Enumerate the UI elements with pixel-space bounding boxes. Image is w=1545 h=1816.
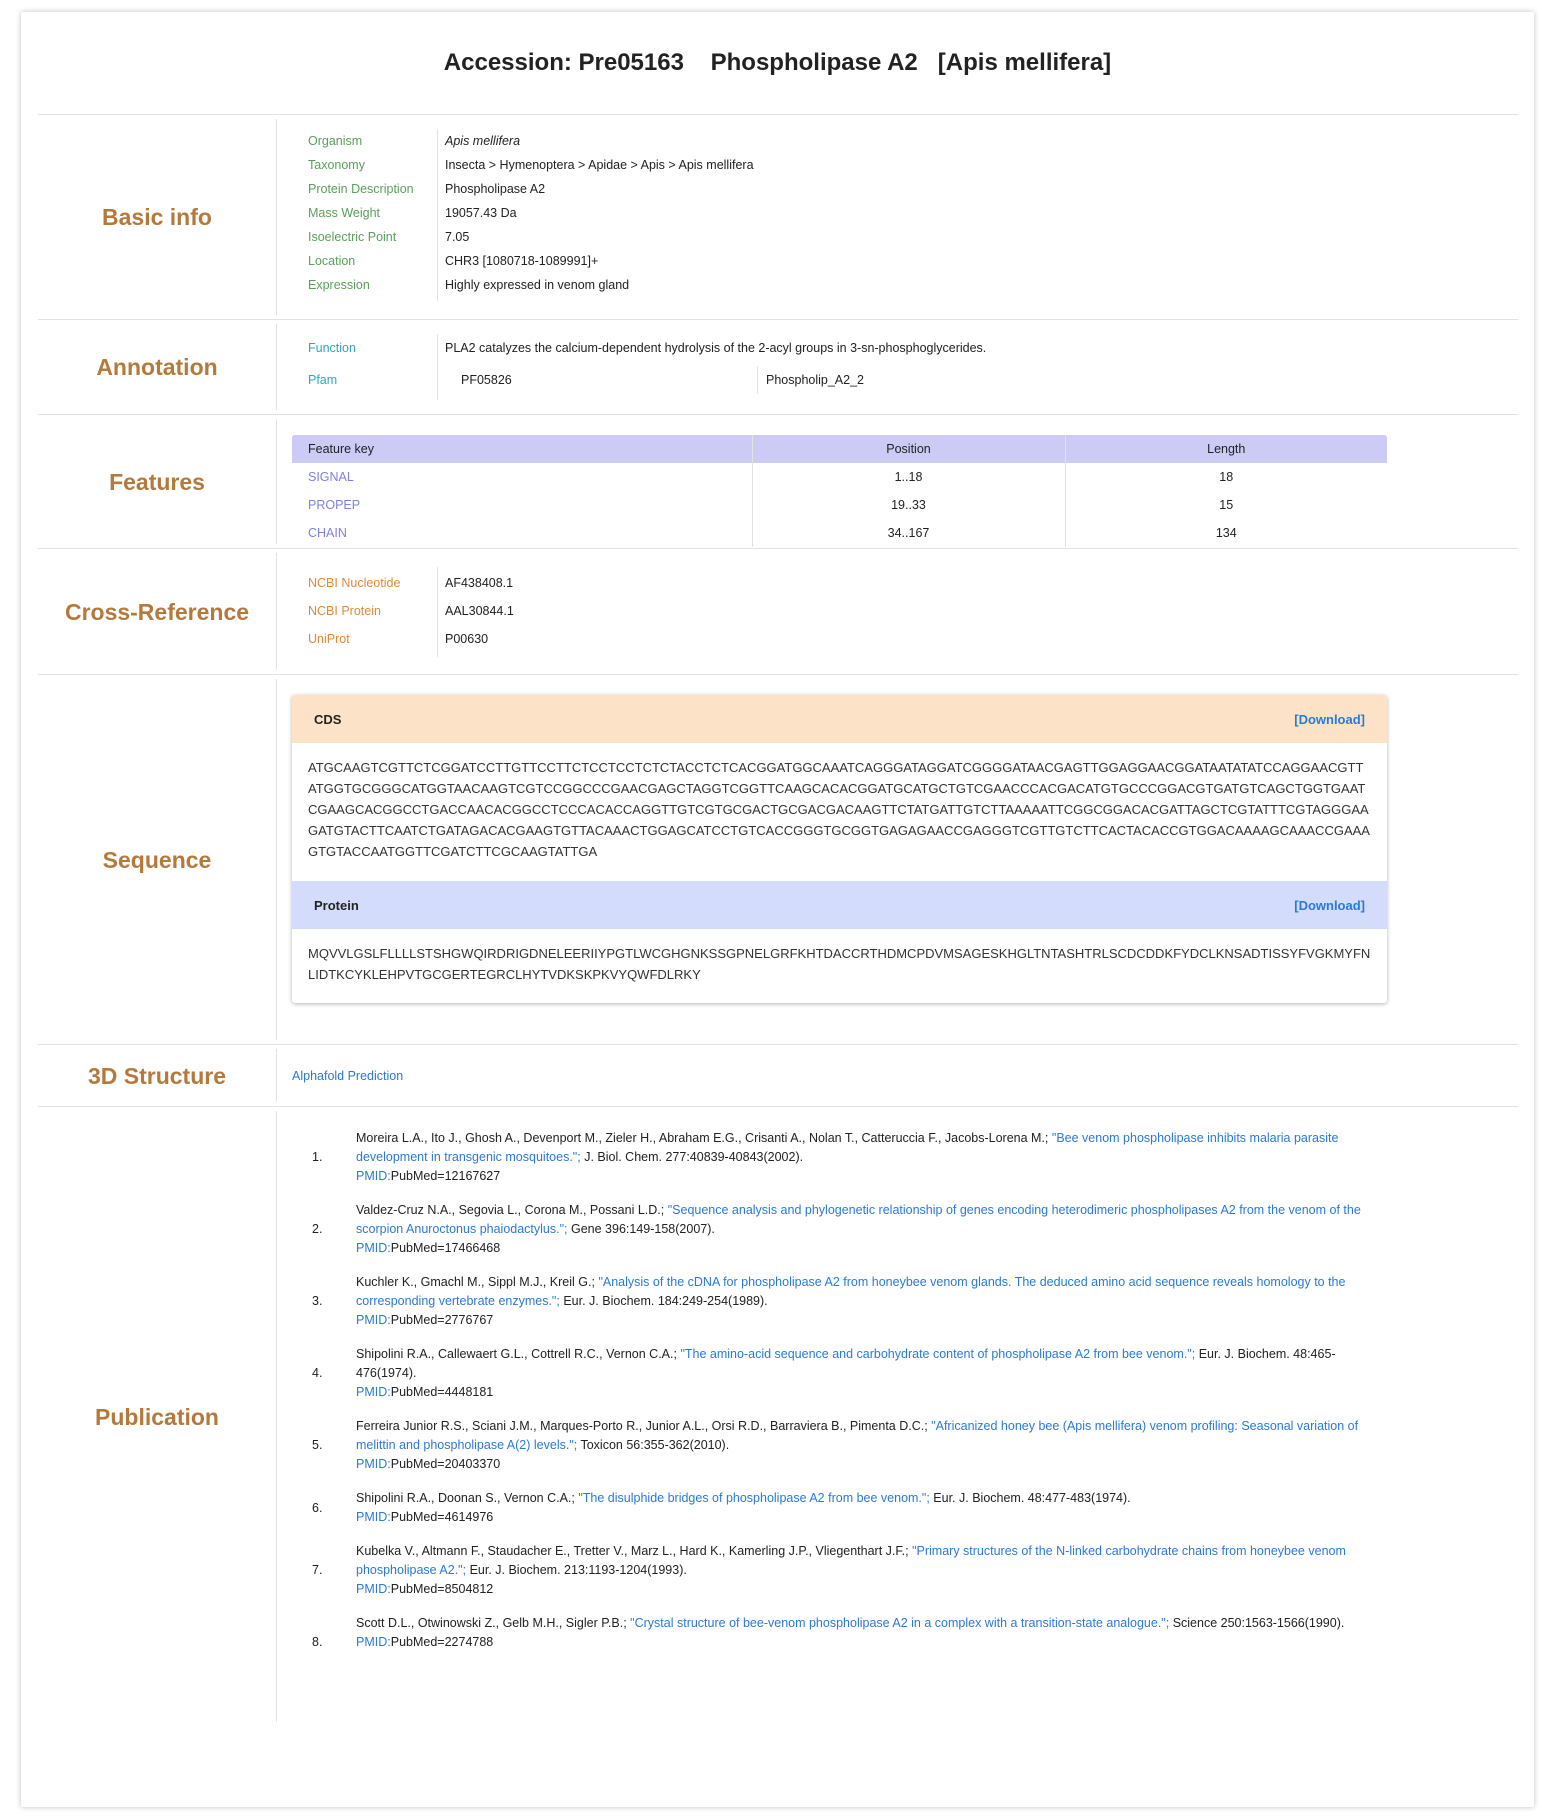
pub-title-link[interactable]: "Crystal structure of bee-venom phospholipase A2 in a complex with a transition-state analogue.";: [630, 1616, 1170, 1630]
section-label-crossref: Cross-Reference: [64, 598, 250, 625]
kv-value: 7.05: [445, 230, 470, 244]
feature-key: SIGNAL: [308, 470, 354, 484]
feature-key: PROPEP: [308, 498, 361, 512]
kv-key: UniProt: [308, 632, 350, 646]
pub-pmid: PubMed=12167627: [390, 1169, 501, 1183]
organism-title: [Apis mellifera]: [937, 49, 1112, 76]
organism-link[interactable]: Apis mellifera: [445, 134, 521, 148]
cds-download-link[interactable]: [Download]: [1294, 711, 1365, 727]
kv-key: Location: [308, 254, 356, 268]
pub-journal: Toxicon 56:355-362(2010).: [580, 1438, 730, 1452]
kv-value: Highly expressed in venom gland: [445, 278, 630, 292]
section-label-sequence: Sequence: [102, 846, 212, 873]
pub-authors: Kubelka V., Altmann F., Staudacher E., Tretter V., Marz L., Hard K., Kamerling J.P., Vliegenthart J.F.;: [356, 1544, 909, 1558]
feature-key: CHAIN: [308, 526, 347, 540]
pub-number: 3.: [312, 1294, 323, 1308]
pub-number: 1.: [312, 1150, 323, 1164]
kv-value: CHR3 [1080718-1089991]+: [445, 254, 599, 268]
feature-position: 1..18: [752, 463, 1065, 491]
pub-pmid: PubMed=4614976: [390, 1510, 494, 1524]
pub-pmid: PubMed=8504812: [390, 1582, 494, 1596]
pub-authors: Valdez-Cruz N.A., Segovia L., Corona M., Possani L.D.;: [356, 1203, 665, 1217]
list-item: [292, 1345, 1382, 1402]
publication-list: [292, 1129, 1382, 1686]
protein-title: Phospholipase A2: [710, 49, 918, 76]
accession-title: Accession: Pre05163: [443, 49, 684, 76]
kv-key: Taxonomy: [308, 158, 365, 172]
pmid-link[interactable]: PMID:: [356, 1457, 391, 1471]
pub-authors: Moreira L.A., Ito J., Ghosh A., Devenport M., Zieler H., Abraham E.G., Crisanti A., Nolan T., Catteruccia F., Jacobs-Lorena M.;: [356, 1131, 1049, 1145]
alphafold-prediction-link[interactable]: Alphafold Prediction: [292, 1069, 404, 1083]
protein-label: Protein: [314, 897, 359, 913]
pub-authors: Ferreira Junior R.S., Sciani J.M., Marques-Porto R., Junior A.L., Orsi R.D., Barraviera B., Pimenta D.C.;: [356, 1419, 928, 1433]
pub-journal: Science 250:1563-1566(1990).: [1172, 1616, 1345, 1630]
kv-key: Isoelectric Point: [308, 230, 397, 244]
protein-sequence: MQVVLGSLFLLLLSTSHGWQIRDRIGDNELEERIIYPGTLWCGHGNKSSGPNELGRFKHTDACCRTHDMCPDVMSAGESKHGLTNTASHTRLSCDCDDKFYDCLKNSADTISSYFVGKMYFNLIDTKCYKLEHPVTGCGERTEGRCLHYTVDKSKPKVYQWFDLRKY: [308, 946, 1371, 982]
cds-label: CDS: [314, 711, 342, 727]
structure-section: [38, 1044, 1518, 1106]
kv-row-function: [292, 334, 986, 362]
pmid-link[interactable]: PMID:: [356, 1385, 391, 1399]
col-header-feature-key: Feature key: [292, 435, 752, 463]
pub-authors: Shipolini R.A., Doonan S., Vernon C.A.;: [356, 1491, 575, 1505]
pmid-link[interactable]: PMID:: [356, 1241, 391, 1255]
pub-pmid: PubMed=17466468: [390, 1241, 501, 1255]
kv-value: Insecta > Hymenoptera > Apidae > Apis > Apis mellifera: [445, 158, 754, 172]
kv-key: NCBI Protein: [308, 604, 381, 618]
list-item: [292, 1273, 1382, 1330]
kv-row-ncbi-nucleotide: [292, 569, 513, 597]
uniprot-link[interactable]: P00630: [445, 632, 489, 646]
section-divider: [276, 553, 277, 670]
pub-journal: Eur. J. Biochem. 48:477-483(1974).: [933, 1491, 1131, 1505]
pub-number: 2.: [312, 1222, 323, 1236]
features-section: [38, 414, 1518, 548]
kv-key: Pfam: [308, 373, 338, 387]
cds-sequence: ATGCAAGTCGTTCTCGGATCCTTGTTCCTTCTCCTCCTCTCTACCTCTCACGGATGGCAAATCAGGGATAGGATCGGGGATAACGAGTTGGAGGAACGGATAATATATCCAGGAACGTTATGGTGCGGGCATGGTAACAAGTCGTCCGGCCCGAACGAGCTAGGTCGGTTCAAGCACACGGATGCATGCTGTCGAACCCACGACATGTGCCCGGACGTGATGTCAGCTGGTGAATCGAAGCACGGCCTGACCAACACGGCCTCCCACACCAGGTTGTCGTGCGACTGCGACGACAAGTTCTATGATTGTCTTAAAAATTCGGCGGACACGATTAGCTCGTATTTCGTAGGGAAGATGTACTTCAATCTGATAGACACGAAGTGTTACAAACTGGAGCATCCTGTCACCGGGTGCGGTGAGAGAACCGAGGGTCGTTGTCTTCACTACACCGTGGACAAAAGCAAACCGAAAGTGTACCAATGGTTCGATCTTCGCAAGTATTGA: [308, 760, 1370, 859]
kv-value: 19057.43 Da: [445, 206, 517, 220]
pfam-name: Phospholip_A2_2: [757, 366, 864, 394]
list-item: [292, 1417, 1382, 1474]
pub-title-link[interactable]: "Sequence analysis and phylogenetic relationship of genes encoding heterodimeric phospholipases A2 from the venom of the scorpion Anuroctonus phaiodactylus.";: [356, 1203, 1361, 1236]
table-row: [292, 519, 1387, 547]
cds-header: [292, 695, 1387, 743]
pmid-link[interactable]: PMID:: [356, 1635, 391, 1649]
kv-value: Phospholipase A2: [445, 182, 546, 196]
features-table: [292, 435, 1387, 547]
list-item: [292, 1489, 1382, 1527]
pub-authors: Kuchler K., Gmachl M., Sippl M.J., Kreil G.;: [356, 1275, 595, 1289]
kv-key: Mass Weight: [308, 206, 381, 220]
pub-number: 8.: [312, 1635, 323, 1649]
pmid-link[interactable]: PMID:: [356, 1510, 391, 1524]
list-item: [292, 1129, 1382, 1186]
pub-pmid: PubMed=2776767: [390, 1313, 494, 1327]
pub-title-link[interactable]: "Primary structures of the N-linked carbohydrate chains from honeybee venom phospholipase A2.";: [356, 1544, 1346, 1577]
kv-key: Organism: [308, 134, 363, 148]
feature-position: 34..167: [752, 519, 1065, 547]
function-value: PLA2 catalyzes the calcium-dependent hydrolysis of the 2-acyl groups in 3-sn-phosphoglycerides.: [445, 341, 987, 355]
pmid-link[interactable]: PMID:: [356, 1169, 391, 1183]
protein-download-link[interactable]: [Download]: [1294, 897, 1365, 913]
protein-header: [292, 881, 1387, 929]
entry-card: [21, 12, 1534, 1807]
feature-position: 19..33: [752, 491, 1065, 519]
pub-journal: Eur. J. Biochem. 48:465-476(1974).: [356, 1347, 1336, 1380]
pub-authors: Scott D.L., Otwinowski Z., Gelb M.H., Sigler P.B.;: [356, 1616, 627, 1630]
annotation-section: [38, 319, 1518, 414]
section-divider: [276, 419, 277, 544]
pfam-id-link[interactable]: PF05826: [461, 373, 512, 387]
pub-journal: Eur. J. Biochem. 184:249-254(1989).: [563, 1294, 768, 1308]
section-divider: [276, 1049, 277, 1102]
pub-title-link[interactable]: "Analysis of the cDNA for phospholipase A2 from honeybee venom glands. The deduced amino acid sequence reveals homology to the corresponding vertebrate enzymes.";: [356, 1275, 1346, 1308]
pub-title-link[interactable]: "The disulphide bridges of phospholipase A2 from bee venom.";: [578, 1491, 930, 1505]
section-divider: [276, 119, 277, 315]
section-divider: [276, 324, 277, 410]
kv-row-uniprot: [292, 625, 488, 653]
section-label-annotation: Annotation: [96, 354, 218, 380]
pub-number: 4.: [312, 1366, 323, 1380]
feature-length: 134: [1065, 519, 1387, 547]
pub-pmid: PubMed=2274788: [390, 1635, 494, 1649]
col-header-position: Position: [752, 435, 1065, 463]
sequence-box: [292, 695, 1387, 1003]
pub-title-link[interactable]: "Bee venom phospholipase inhibits malaria parasite development in transgenic mosquitoes.";: [356, 1131, 1339, 1164]
page-title: [21, 12, 1534, 114]
pub-title-link[interactable]: "The amino-acid sequence and carbohydrate content of phospholipase A2 from bee venom.";: [680, 1347, 1196, 1361]
pub-pmid: PubMed=20403370: [390, 1457, 501, 1471]
kv-key: Expression: [308, 278, 370, 292]
feature-length: 15: [1065, 491, 1387, 519]
kv-key: Protein Description: [308, 182, 414, 196]
kv-row-pfam: [292, 366, 864, 394]
section-label-publication: Publication: [95, 1403, 219, 1430]
pub-authors: Shipolini R.A., Callewaert G.L., Cottrell R.C., Vernon C.A.;: [356, 1347, 677, 1361]
pub-number: 7.: [312, 1563, 323, 1577]
kv-key: NCBI Nucleotide: [308, 576, 401, 590]
kv-row-expression: [292, 271, 629, 299]
pub-journal: Gene 396:149-158(2007).: [571, 1222, 715, 1236]
table-row: [292, 491, 1387, 519]
pub-title-link[interactable]: "Africanized honey bee (Apis mellifera) venom profiling: Seasonal variation of melittin and phospholipase A(2) levels.";: [356, 1419, 1359, 1452]
table-row: [292, 463, 1387, 491]
col-header-length: Length: [1065, 435, 1387, 463]
crossref-section: [38, 548, 1518, 674]
list-item: [292, 1542, 1382, 1599]
section-label-basic: Basic info: [102, 204, 212, 230]
pub-number: 6.: [312, 1500, 323, 1515]
pub-journal: J. Biol. Chem. 277:40839-40843(2002).: [584, 1150, 804, 1164]
ncbi-nucleotide-link[interactable]: AF438408.1: [445, 576, 514, 590]
section-divider: [276, 679, 277, 1040]
section-label-features: Features: [109, 468, 205, 495]
structure-content: [292, 1045, 1518, 1107]
pmid-link[interactable]: PMID:: [356, 1313, 391, 1327]
pmid-link[interactable]: PMID:: [356, 1582, 391, 1596]
sequence-section: [38, 674, 1518, 1044]
kv-row-ncbi-protein: [292, 597, 514, 625]
feature-length: 18: [1065, 463, 1387, 491]
list-item: [292, 1614, 1382, 1671]
pub-pmid: PubMed=4448181: [390, 1385, 494, 1399]
kv-key: Function: [308, 341, 356, 355]
publication-section: [38, 1106, 1518, 1726]
section-label-structure: 3D Structure: [87, 1062, 227, 1089]
list-item: [292, 1201, 1382, 1258]
pub-number: 5.: [312, 1438, 323, 1452]
pub-journal: Eur. J. Biochem. 213:1193-1204(1993).: [469, 1563, 687, 1577]
ncbi-protein-link[interactable]: AAL30844.1: [445, 604, 514, 618]
basic-info-section: [38, 114, 1518, 319]
section-divider: [276, 1111, 277, 1722]
table-header-row: [292, 435, 1387, 463]
